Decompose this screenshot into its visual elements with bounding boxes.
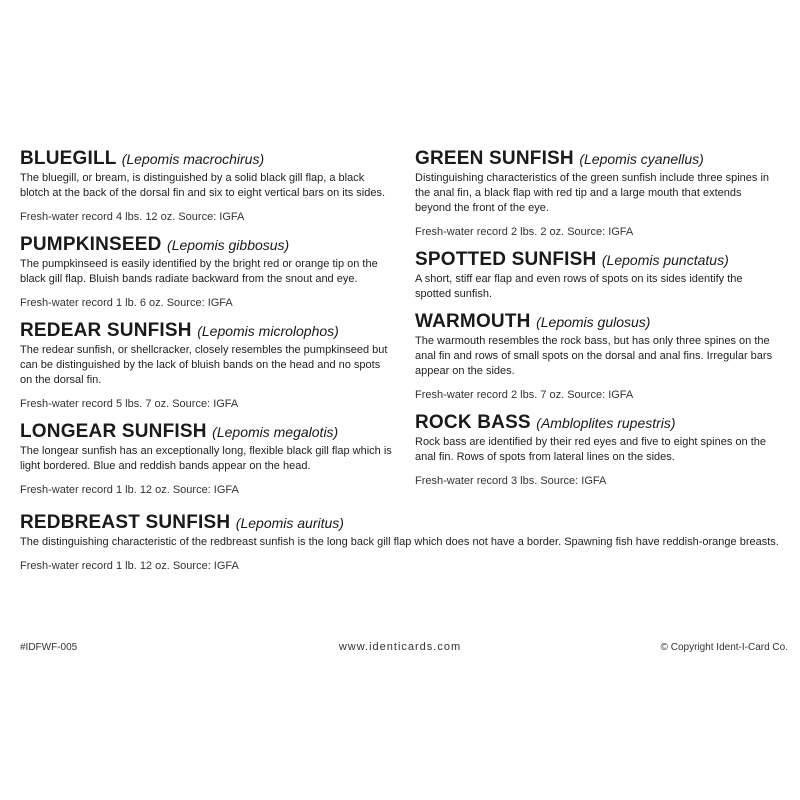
product-code: #IDFWF-005 [20, 642, 78, 653]
species-description: The bluegill, or bream, is distinguished by a solid black gill flap, a black blotch at the back of the dorsal fin and six to eight vertical bars on its sides. [20, 172, 386, 199]
species-heading [20, 148, 392, 170]
species-description: The pumpkinseed is easily identified by the bright red or orange tip on the black gill flap. Bluish bands radiate backward from the snout and eye. [20, 258, 378, 285]
species-description: A short, stiff ear flap and even rows of spots on its sides identify the spotted sunfish. [415, 273, 743, 300]
entry-redbreast-sunfish [20, 512, 790, 574]
left-column [20, 148, 392, 498]
scientific-name: (Lepomis macrochirus) [121, 151, 265, 167]
common-name: REDBREAST SUNFISH [20, 512, 231, 533]
fresh-water-record: Fresh-water record 1 lb. 12 oz. Source: IGFA [20, 484, 239, 496]
scientific-name: (Lepomis megalotis) [212, 424, 339, 440]
species-description: The distinguishing characteristic of the redbreast sunfish is the long back gill flap which does not have a border. Spawning fish have reddish-orange breasts. [20, 536, 779, 548]
entry-redear-sunfish [20, 320, 392, 412]
entry-bluegill [20, 148, 392, 225]
species-heading [20, 320, 392, 342]
fresh-water-record: Fresh-water record 3 lbs. Source: IGFA [415, 475, 607, 487]
species-heading [415, 311, 780, 333]
entry-rock-bass [415, 412, 780, 489]
scientific-name: (Lepomis cyanellus) [579, 151, 704, 167]
entry-spotted-sunfish [415, 249, 780, 302]
species-heading [20, 512, 790, 534]
common-name: GREEN SUNFISH [415, 148, 574, 169]
fresh-water-record: Fresh-water record 1 lb. 6 oz. Source: IGFA [20, 297, 233, 309]
species-description: The redear sunfish, or shellcracker, closely resembles the pumpkinseed but can be distinguished by the lack of bluish bands on the head and no spots on the dorsal fin. [20, 344, 388, 386]
entry-green-sunfish [415, 148, 780, 240]
species-heading [415, 412, 780, 434]
website-url: www.identicards.com [338, 641, 462, 653]
common-name: BLUEGILL [20, 148, 117, 169]
common-name: SPOTTED SUNFISH [415, 249, 597, 270]
scientific-name: (Lepomis microlophos) [197, 323, 339, 339]
species-description: The warmouth resembles the rock bass, but has only three spines on the anal fin and rows of small spots on the dorsal and anal fins. Irregular bars appear on the sides. [415, 335, 773, 377]
fresh-water-record: Fresh-water record 5 lbs. 7 oz. Source: IGFA [20, 398, 239, 410]
fresh-water-record: Fresh-water record 4 lbs. 12 oz. Source: IGFA [20, 211, 245, 223]
species-description: Rock bass are identified by their red eyes and five to eight spines on the anal fin. Rows of spots from lateral lines on the sides. [415, 436, 766, 463]
common-name: PUMPKINSEED [20, 234, 162, 255]
scientific-name: (Lepomis auritus) [235, 515, 344, 531]
species-heading [415, 249, 780, 271]
fresh-water-record: Fresh-water record 1 lb. 12 oz. Source: IGFA [20, 560, 239, 572]
common-name: REDEAR SUNFISH [20, 320, 192, 341]
species-description: The longear sunfish has an exceptionally long, flexible black gill flap which is light bordered. Blue and reddish bands appear on the head. [20, 445, 392, 472]
entry-longear-sunfish [20, 421, 392, 498]
species-description: Distinguishing characteristics of the green sunfish include three spines in the anal fin, a black flap with red tip and a large mouth that extends beyond the front of the eye. [415, 172, 770, 214]
common-name: ROCK BASS [415, 412, 531, 433]
scientific-name: (Lepomis punctatus) [601, 252, 729, 268]
scientific-name: (Lepomis gibbosus) [167, 237, 290, 253]
entry-warmouth [415, 311, 780, 403]
scientific-name: (Ambloplites rupestris) [536, 415, 676, 431]
right-column [415, 148, 780, 489]
common-name: WARMOUTH [415, 311, 531, 332]
scientific-name: (Lepomis gulosus) [536, 314, 651, 330]
fresh-water-record: Fresh-water record 2 lbs. 2 oz. Source: IGFA [415, 226, 634, 238]
entry-pumpkinseed [20, 234, 392, 311]
species-heading [415, 148, 780, 170]
fresh-water-record: Fresh-water record 2 lbs. 7 oz. Source: IGFA [415, 389, 634, 401]
copyright-notice: © Copyright Ident-I-Card Co. [660, 642, 788, 653]
species-heading [20, 234, 392, 256]
species-heading [20, 421, 392, 443]
common-name: LONGEAR SUNFISH [20, 421, 207, 442]
